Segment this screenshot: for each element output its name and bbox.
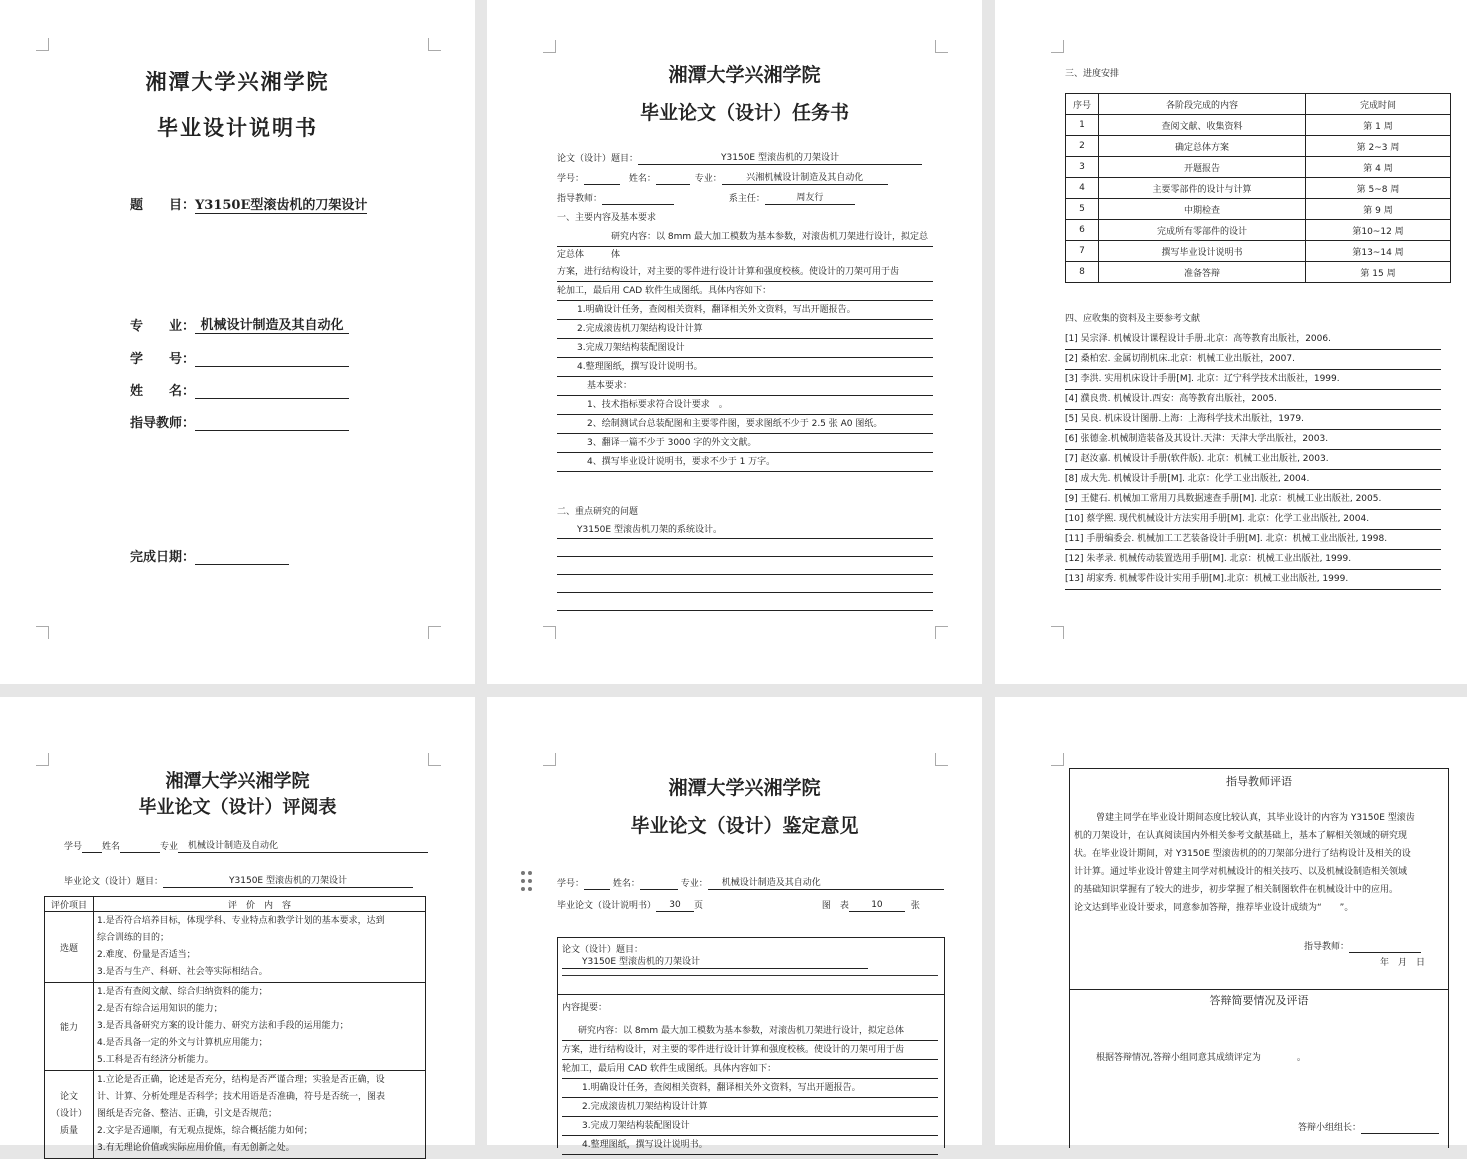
sec1-line: 轮加工，最后用 CAD 软件生成图纸。具体内容如下： xyxy=(557,282,933,301)
schedule-header-cell: 序号 xyxy=(1066,94,1099,115)
advisor-field xyxy=(195,419,349,431)
comment-line: 状。在毕业设计期间，对 Y3150E 型滚齿机的的刀架部分进行了结构设计及相关的设 xyxy=(1074,849,1411,859)
cover-id-row xyxy=(130,348,349,367)
leader-sign-row xyxy=(1298,1122,1439,1134)
corner-mark xyxy=(935,626,948,639)
blank-line xyxy=(557,539,933,557)
page-4-review xyxy=(0,697,475,1153)
topic-label: 毕业论文（设计）题目： xyxy=(64,877,164,887)
schedule-cell: 第 4 周 xyxy=(1306,157,1451,178)
review-header-cell: 评 价 内 容 xyxy=(94,897,426,912)
schedule-row xyxy=(1066,178,1451,199)
name-label: 姓名 xyxy=(102,842,121,852)
review-line: 2.难度、份量是否适当； xyxy=(97,950,196,960)
advisor-field xyxy=(602,193,674,205)
comment-line: 计计算。通过毕业设计曾建主同学对机械设计的相关技巧、以及机械设制造相关领域 xyxy=(1074,867,1408,877)
advisor-sign-field xyxy=(1349,941,1421,953)
id-label: 学号 xyxy=(64,842,83,852)
review-title-1: 湘潭大学兴湘学院 xyxy=(165,771,310,792)
topic-value: Y3150E 型滚齿机的刀架设计 xyxy=(163,875,413,888)
comment-line: 论文达到毕业设计要求，同意参加答辩，推荐毕业设计成绩为“ ”。 xyxy=(1074,903,1354,913)
review-item: 论文 （设计） 质量 xyxy=(45,1071,94,1159)
sec1-line: 2、绘制测试台总装配图和主要零件图，要求图纸不少于 2.5 张 A0 图纸。 xyxy=(557,415,933,434)
corner-mark xyxy=(543,626,556,639)
hint-line: 4.整理图纸，撰写设计说明书。 xyxy=(562,1136,938,1155)
sec1-line-continued: 定总体 xyxy=(557,250,585,260)
schedule-cell: 撰写毕业设计说明书 xyxy=(1099,241,1306,262)
hint-line: 2.完成滚齿机刀架结构设计计算 xyxy=(562,1098,938,1117)
corner-mark xyxy=(428,38,441,51)
id-field xyxy=(195,355,349,367)
schedule-cell: 中期检查 xyxy=(1099,199,1306,220)
schedule-cell: 准备答辩 xyxy=(1099,262,1306,283)
review-line: 3.是否与生产、科研、社会等实际相结合。 xyxy=(97,967,268,977)
dept-value: 周友行 xyxy=(765,192,855,205)
task-student-row xyxy=(557,172,888,185)
id-label: 学 号： xyxy=(130,352,196,367)
corner-mark xyxy=(543,40,556,53)
date-field xyxy=(195,553,289,565)
schedule-row xyxy=(1066,220,1451,241)
reference-item: [4] 濮良贵. 机械设计.西安：高等教育出版社，2005. xyxy=(1065,390,1441,410)
review-line: 2.文字是否通顺，有无观点提炼，综合概括能力如何； xyxy=(97,1126,313,1136)
page-2-task xyxy=(487,0,982,684)
sec1-line: 1.明确设计任务，查阅相关资料，翻译相关外文资料，写出开题报告。 xyxy=(557,301,933,320)
sec1-line: 2.完成滚齿机刀架结构设计计算 xyxy=(557,320,933,339)
schedule-cell: 第10~12 周 xyxy=(1306,220,1451,241)
dept-label: 系主任： xyxy=(728,194,765,204)
major-label: 专业： xyxy=(694,174,722,184)
review-content xyxy=(94,983,426,1071)
id-field xyxy=(584,878,610,890)
sec1-line: 3、翻译一篇不少于 3000 字的外文文献。 xyxy=(557,434,933,453)
schedule-cell: 3 xyxy=(1066,157,1099,178)
reference-item: [8] 成大先. 机械设计手册[M]. 北京：化学工业出版社, 2004. xyxy=(1065,470,1441,490)
hint-line: 研究内容：以 8mm 最大加工模数为基本参数，对滚齿机刀架进行设计，拟定总体 xyxy=(562,1022,938,1041)
cover-date-row xyxy=(130,546,289,565)
reference-item: [5] 吴良. 机床设计图册.上海：上海科学技术出版社，1979. xyxy=(1065,410,1441,430)
box-divider xyxy=(558,994,944,995)
schedule-row xyxy=(1066,157,1451,178)
reference-item: [13] 胡家秀. 机械零件设计实用手册[M].北京：机械工业出版社, 1999. xyxy=(1065,570,1441,590)
schedule-row xyxy=(1066,199,1451,220)
sec2-line: Y3150E 型滚齿机刀架的系统设计。 xyxy=(557,522,933,539)
review-line: 5.工科是否有经济分析能力。 xyxy=(97,1055,214,1065)
topic-label: 论文（设计）题目： xyxy=(562,945,644,955)
sec1-line: 4、撰写毕业设计说明书，要求不少于 1 万字。 xyxy=(557,453,933,472)
name-field xyxy=(640,878,678,890)
major-label: 专业 xyxy=(160,842,179,852)
review-item: 能力 xyxy=(45,983,94,1071)
id-label: 学号： xyxy=(557,879,585,889)
major-value: 机械设计制造及其自动化 xyxy=(195,314,349,334)
name-label: 姓名： xyxy=(628,174,656,184)
reference-item: [3] 李洪. 实用机床设计手册[M]. 北京：辽宁科学技术出版社，1999. xyxy=(1065,370,1441,390)
pages-unit: 页 xyxy=(694,901,704,911)
hint-line: 1.明确设计任务，查阅相关资料，翻译相关外文资料，写出开题报告。 xyxy=(562,1079,938,1098)
corner-mark xyxy=(1051,626,1064,639)
major-value: 兴湘机械设计制造及其自动化 xyxy=(722,172,888,185)
task-advisor-row xyxy=(557,192,855,205)
schedule-row xyxy=(1066,136,1451,157)
review-student-row xyxy=(64,840,428,853)
review-line: 图纸是否完备、整洁、正确，引文是否规范； xyxy=(97,1109,278,1119)
id-label: 学号： xyxy=(557,174,585,184)
review-line: 4.是否具备一定的外文与计算机应用能力； xyxy=(97,1038,268,1048)
corner-mark xyxy=(428,753,441,766)
schedule-cell: 第 9 周 xyxy=(1306,199,1451,220)
blank-line xyxy=(557,557,933,575)
schedule-cell: 第13~14 周 xyxy=(1306,241,1451,262)
schedule-cell: 6 xyxy=(1066,220,1099,241)
schedule-header-cell: 完成时间 xyxy=(1306,94,1451,115)
corner-mark xyxy=(543,753,556,766)
advisor-sign-row xyxy=(1304,941,1421,953)
review-line: 3.有无理论价值或实际应用价值，有无创新之处。 xyxy=(97,1143,295,1153)
appraisal-student-row xyxy=(557,877,944,890)
box2-text: 根据答辩情况,答辩小组同意其成绩评定为 。 xyxy=(1096,1053,1306,1063)
topic-label: 题 目： xyxy=(130,198,196,213)
schedule-cell: 1 xyxy=(1066,115,1099,136)
review-content xyxy=(94,1071,426,1159)
cover-title-1: 湘潭大学兴湘学院 xyxy=(145,69,330,94)
corner-mark xyxy=(428,626,441,639)
review-row xyxy=(45,983,426,1071)
schedule-cell: 第 5~8 周 xyxy=(1306,178,1451,199)
topic-value: Y3150E型滚齿机的刀架设计 xyxy=(195,198,368,213)
leader-sign-field xyxy=(1361,1122,1439,1134)
page-5-appraisal xyxy=(487,697,982,1150)
schedule-cell: 8 xyxy=(1066,262,1099,283)
cover-name-row xyxy=(130,380,349,399)
schedule-cell: 2 xyxy=(1066,136,1099,157)
leader-sign-label: 答辩小组组长： xyxy=(1298,1123,1362,1133)
appraisal-pages-row xyxy=(557,899,920,912)
corner-mark xyxy=(935,40,948,53)
review-line: 1.立论是否正确，论述是否充分，结构是否严谨合理；实验是否正确，设 xyxy=(97,1075,385,1085)
sec1-line: 4.整理图纸，撰写设计说明书。 xyxy=(557,358,933,377)
hint-line: 轮加工，最后用 CAD 软件生成图纸。具体内容如下： xyxy=(562,1060,938,1079)
schedule-row xyxy=(1066,115,1451,136)
name-field xyxy=(120,841,160,853)
name-field xyxy=(656,173,690,185)
corner-mark xyxy=(935,753,948,766)
schedule-table xyxy=(1065,93,1451,283)
corner-mark xyxy=(1051,40,1064,53)
sec2-body xyxy=(557,522,933,611)
review-header-cell: 评价项目 xyxy=(45,897,94,912)
blank-line xyxy=(557,593,933,611)
pages-value: 30 xyxy=(656,899,694,912)
schedule-cell: 查阅文献、收集资料 xyxy=(1099,115,1306,136)
review-line: 2.是否有综合运用知识的能力； xyxy=(97,1004,223,1014)
name-label: 姓 名： xyxy=(130,384,196,399)
corner-mark xyxy=(36,753,49,766)
major-value: 机械设计制造及自动化 xyxy=(178,840,428,853)
schedule-cell: 5 xyxy=(1066,199,1099,220)
major-label: 专业： xyxy=(680,879,708,889)
date-sign: 年 月 日 xyxy=(1380,958,1426,968)
sec1-line: 基本要求： xyxy=(557,377,933,396)
review-line: 计、计算、分析处理是否科学；技术用语是否准确，符号是否统一，图表 xyxy=(97,1092,386,1102)
review-line: 3.是否具备研究方案的设计能力、研究方法和手段的运用能力； xyxy=(97,1021,349,1031)
reference-item: [11] 手册编委会. 机械加工工艺装备设计手册[M]. 北京：机械工业出版社, 1998. xyxy=(1065,530,1441,550)
cover-title-2: 毕业设计说明书 xyxy=(157,115,318,140)
date-label: 完成日期： xyxy=(130,550,196,565)
comment-line: 的基础知识掌握有了较大的进步，初步掌握了相关制图软件在机械设计中的应用。 xyxy=(1074,885,1399,895)
schedule-row xyxy=(1066,241,1451,262)
name-field xyxy=(195,387,349,399)
schedule-cell: 第 2~3 周 xyxy=(1306,136,1451,157)
advisor-sign-label: 指导教师： xyxy=(1304,942,1350,952)
review-item: 选题 xyxy=(45,912,94,983)
review-row xyxy=(45,1071,426,1159)
hint-line: 3.完成刀架结构装配图设计 xyxy=(562,1117,938,1136)
major-label: 专 业： xyxy=(130,319,196,334)
reference-item: [10] 蔡学熙. 现代机械设计方法实用手册[M]. 北京：化学工业出版社, 2004. xyxy=(1065,510,1441,530)
reference-item: [2] 桑柏宏. 金属切削机床.北京：机械工业出版社，2007. xyxy=(1065,350,1441,370)
cover-advisor-row xyxy=(130,412,349,431)
box1-body xyxy=(1074,809,1442,917)
hint-body xyxy=(562,1022,938,1155)
figs-label: 图 表 xyxy=(821,901,849,911)
corner-mark xyxy=(36,626,49,639)
review-table xyxy=(44,896,426,1159)
sec2-title: 二、重点研究的问题 xyxy=(557,507,639,517)
schedule-cell: 第 15 周 xyxy=(1306,262,1451,283)
box-topic-row xyxy=(562,944,944,969)
schedule-header-cell: 各阶段完成的内容 xyxy=(1099,94,1306,115)
sec3-title: 三、进度安排 xyxy=(1065,69,1120,79)
sec1-body xyxy=(557,228,933,472)
sec1-line: 研究内容：以 8mm 最大加工模数为基本参数，对滚齿机刀架进行设计，拟定总体 xyxy=(557,228,933,247)
task-topic-row xyxy=(557,152,922,165)
sec1-line: 方案，进行结构设计，对主要的零件进行设计计算和强度校核。使设计的刀架可用于齿 xyxy=(557,263,933,282)
schedule-header-row xyxy=(1066,94,1451,115)
comment-line: 机的刀架设计，在认真阅读国内外相关参考文献基础上，基本了解相关领域的研究现 xyxy=(1074,831,1408,841)
page-3-schedule xyxy=(995,0,1467,684)
appraisal-box xyxy=(557,937,945,1148)
review-title-2: 毕业论文（设计）评阅表 xyxy=(138,797,337,818)
reference-item: [12] 朱孝录. 机械传动装置选用手册[M]. 北京：机械工业出版社, 1999. xyxy=(1065,550,1441,570)
box1-title: 指导教师评语 xyxy=(1226,775,1292,788)
drag-handle-icon[interactable] xyxy=(521,871,533,893)
topic-label: 论文（设计）题目： xyxy=(557,154,639,164)
schedule-cell: 第 1 周 xyxy=(1306,115,1451,136)
hint-label: 内容提要： xyxy=(562,1003,608,1013)
task-title-1: 湘潭大学兴湘学院 xyxy=(668,64,821,86)
reference-item: [9] 王健石. 机械加工常用刀具数据速查手册[M]. 北京：机械工业出版社, 2005. xyxy=(1065,490,1441,510)
corner-mark xyxy=(1051,753,1064,766)
defense-comment-box xyxy=(1069,988,1449,1148)
cover-major-row xyxy=(130,314,349,334)
topic-value: Y3150E 型滚齿机的刀架设计 xyxy=(562,956,868,969)
schedule-cell: 开题报告 xyxy=(1099,157,1306,178)
id-field xyxy=(584,173,620,185)
advisor-comment-box xyxy=(1069,768,1449,990)
review-row xyxy=(45,912,426,983)
review-header-row xyxy=(45,897,426,912)
schedule-cell: 4 xyxy=(1066,178,1099,199)
schedule-cell: 完成所有零部件的设计 xyxy=(1099,220,1306,241)
name-label: 姓名： xyxy=(612,879,640,889)
reference-item: [7] 赵汝嘉. 机械设计手册(软件版). 北京：机械工业出版社, 2003. xyxy=(1065,450,1441,470)
appraisal-title-1: 湘潭大学兴湘学院 xyxy=(668,777,821,799)
comment-line: 曾建主同学在毕业设计期间态度比较认真，其毕业设计的内容为 Y3150E 型滚齿 xyxy=(1096,813,1415,823)
sec1-line: 3.完成刀架结构装配图设计 xyxy=(557,339,933,358)
blank-line xyxy=(557,575,933,593)
sec4-title: 四、应收集的资料及主要参考文献 xyxy=(1065,314,1201,324)
blank-line xyxy=(562,975,938,976)
reference-item: [1] 吴宗泽. 机械设计课程设计手册.北京：高等教育出版社，2006. xyxy=(1065,330,1441,350)
page-1-cover xyxy=(0,0,475,684)
sec1-line: 1、技术指标要求符合设计要求 。 xyxy=(557,396,933,415)
id-field xyxy=(82,841,102,853)
review-content xyxy=(94,912,426,983)
sec1-title: 一、主要内容及基本要求 xyxy=(557,213,657,223)
schedule-cell: 7 xyxy=(1066,241,1099,262)
review-topic-row xyxy=(64,875,413,888)
hint-line: 方案，进行结构设计，对主要的零件进行设计计算和强度校核。使设计的刀架可用于齿 xyxy=(562,1041,938,1060)
reference-list xyxy=(1065,330,1441,590)
advisor-label: 指导教师： xyxy=(557,194,603,204)
review-line: 1.是否符合培养目标，体现学科、专业特点和教学计划的基本要求，达到 xyxy=(97,916,385,926)
advisor-label: 指导教师： xyxy=(130,416,196,431)
major-value: 机械设计制造及其自动化 xyxy=(708,877,944,890)
appraisal-title-2: 毕业论文（设计）鉴定意见 xyxy=(630,815,859,837)
cover-topic-row xyxy=(130,194,367,213)
task-title-2: 毕业论文（设计）任务书 xyxy=(639,102,849,124)
reference-item: [6] 张德金.机械制造装备及其设计.天津：天津大学出版社，2003. xyxy=(1065,430,1441,450)
figs-value: 10 xyxy=(849,899,905,912)
review-line: 1.是否有查阅文献、综合归纳资料的能力； xyxy=(97,987,268,997)
corner-mark xyxy=(36,38,49,51)
figs-unit: 张 xyxy=(910,901,920,911)
page-6-comments xyxy=(995,697,1467,1145)
topic-value: Y3150E 型滚齿机的刀架设计 xyxy=(638,152,922,165)
schedule-row xyxy=(1066,262,1451,283)
box2-title: 答辩简要情况及评语 xyxy=(1209,994,1309,1007)
review-line: 综合训练的目的； xyxy=(97,933,170,943)
pages-label: 毕业论文（设计说明书） xyxy=(557,901,657,911)
schedule-cell: 主要零部件的设计与计算 xyxy=(1099,178,1306,199)
schedule-cell: 确定总体方案 xyxy=(1099,136,1306,157)
